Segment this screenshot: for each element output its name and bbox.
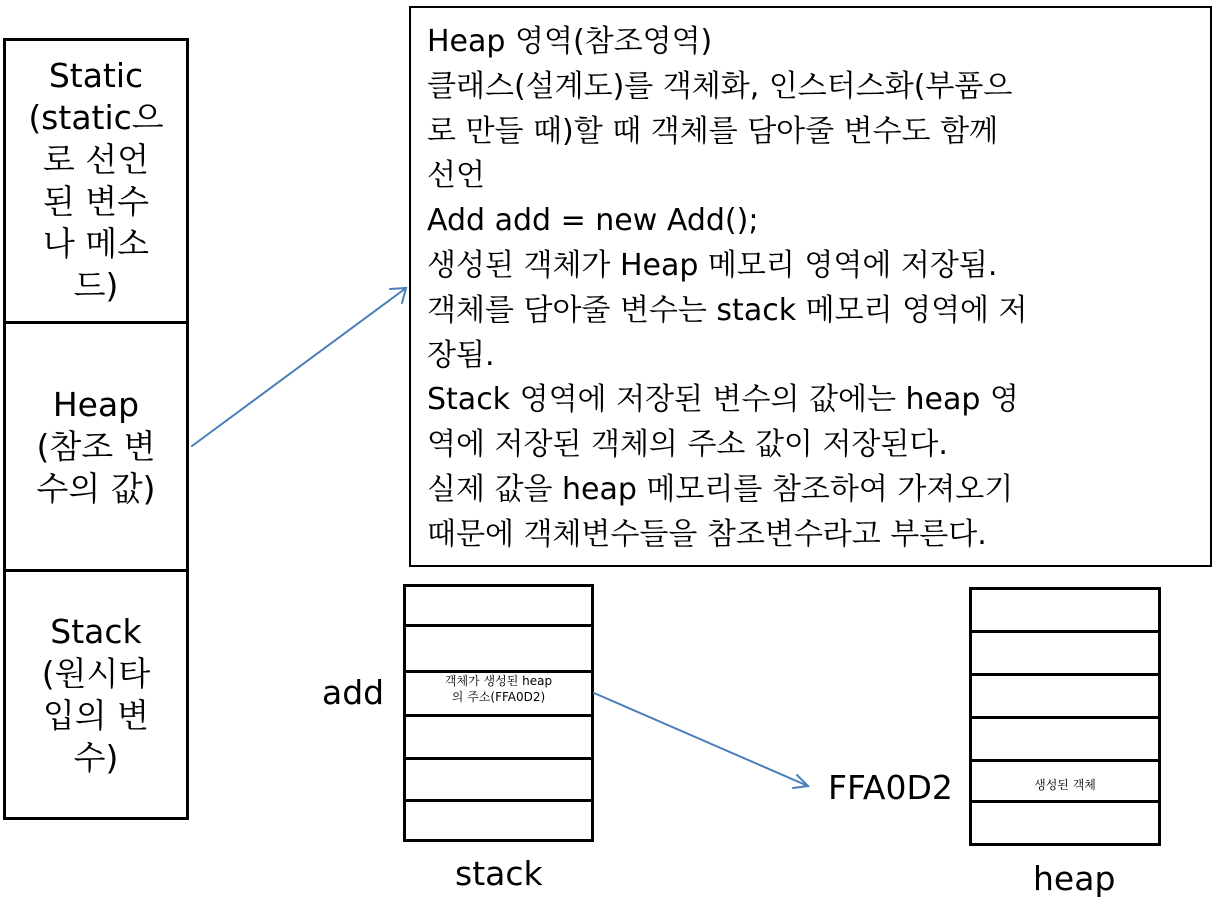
description-line: 객체를 담아줄 변수는 stack 메모리 영역에 저	[427, 292, 1028, 328]
heap-cell-divider	[972, 673, 1158, 676]
heap-memory-column	[969, 587, 1161, 846]
static-area-label: Static (static으 로 선언 된 변수 나 메소 드)	[28, 56, 164, 305]
heap-cell-divider	[972, 716, 1158, 719]
description-line: Stack 영역에 저장된 변수의 값에는 heap 영	[427, 382, 1019, 418]
heap-description-box	[409, 6, 1212, 567]
heap-cell-divider	[972, 759, 1158, 792]
heap-area-box	[3, 321, 189, 572]
stack-to-heap-arrow	[594, 693, 808, 786]
stack-cell-address-text: 객체가 생성된 heap 의 주소(FFA0D2)	[444, 674, 553, 704]
description-line: 선언	[427, 158, 485, 194]
static-area-box	[3, 38, 189, 324]
stack-area-label: Stack (원시타 입의 변 수)	[41, 611, 151, 777]
stack-cell-divider	[406, 624, 591, 627]
heap-cell-divider	[972, 630, 1158, 633]
heap-cell-object-text: 생성된 객체	[1034, 778, 1096, 792]
description-line: 실제 값을 heap 메모리를 참조하여 가져오기	[427, 471, 1014, 507]
description-line: Add add = new Add();	[427, 203, 759, 239]
stack-cell-divider	[406, 670, 591, 704]
stack-area-box	[3, 569, 189, 820]
stack-memory-column	[403, 584, 594, 842]
description-line: 장됨.	[427, 337, 495, 373]
heap-address-label: FFA0D2	[828, 768, 953, 807]
stack-cell-divider	[406, 757, 591, 760]
stack-to-heap-arrowhead	[793, 775, 808, 788]
heap-cell-divider	[972, 800, 1158, 803]
stack-caption: stack	[455, 854, 543, 893]
description-line: Heap 영역(참조영역)	[427, 24, 713, 59]
description-line: 로 만들 때)할 때 객체를 담아줄 변수도 함께	[427, 113, 999, 149]
description-line: 때문에 객체변수들을 참조변수라고 부른다.	[427, 516, 987, 552]
description-line: 역에 저장된 객체의 주소 값이 저장된다.	[427, 427, 948, 463]
heap-caption: heap	[1033, 859, 1116, 898]
stack-cell-divider	[406, 714, 591, 717]
heap-to-description-arrowhead	[390, 288, 406, 303]
variable-add-label: add	[322, 673, 385, 712]
stack-cell-divider	[406, 799, 591, 802]
description-line: 클래스(설계도)를 객체화, 인스터스화(부품으	[427, 68, 1013, 104]
heap-area-label: Heap (참조 변 수의 값)	[36, 384, 156, 508]
heap-to-description-arrow	[192, 288, 406, 446]
description-line: 생성된 객체가 Heap 메모리 영역에 저장됨.	[427, 247, 998, 283]
